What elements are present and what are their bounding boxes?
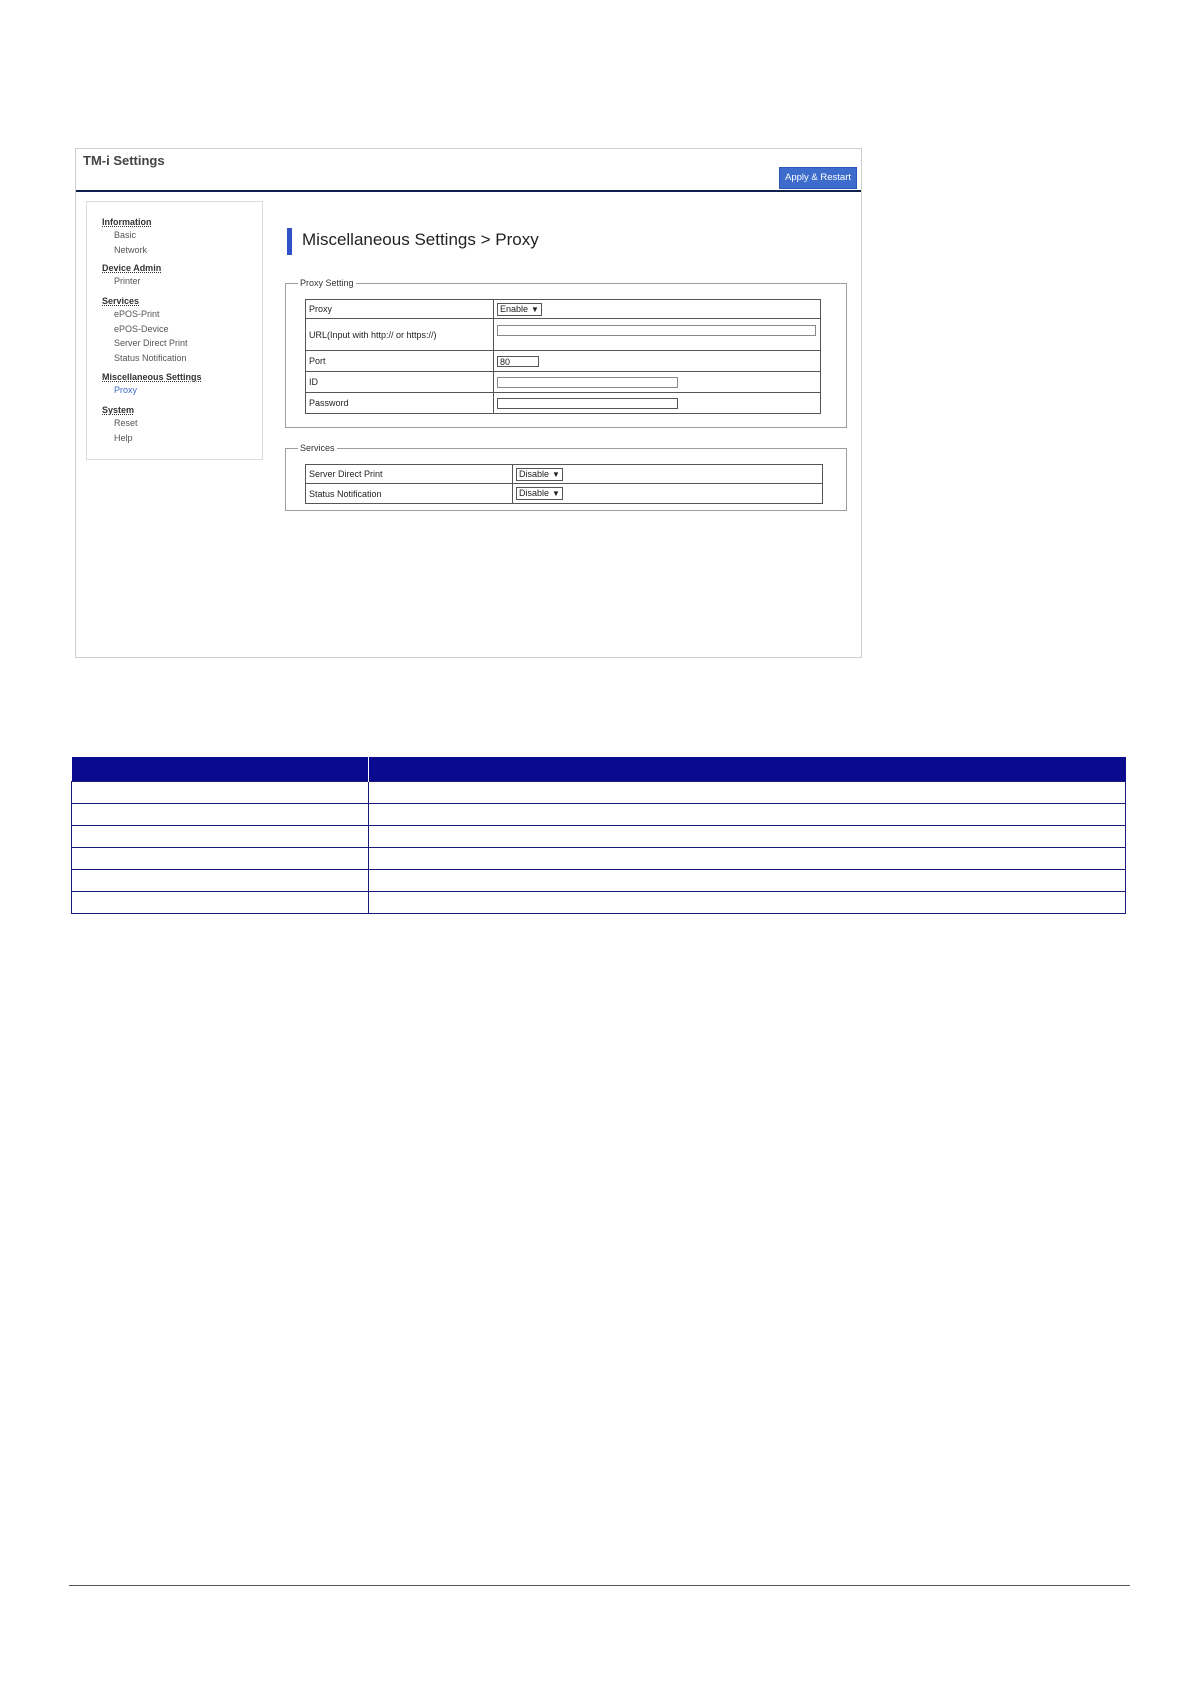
nav-group-services bbox=[102, 295, 188, 365]
chevron-down-icon: ▼ bbox=[552, 469, 560, 479]
app-header bbox=[76, 149, 861, 192]
nav-group-device-admin bbox=[102, 262, 161, 289]
proxy-select[interactable] bbox=[497, 303, 542, 316]
table-cell bbox=[72, 848, 369, 870]
url-label: URL(Input with http:// or https://) bbox=[306, 319, 494, 351]
server-direct-print-select[interactable] bbox=[516, 468, 563, 481]
port-label: Port bbox=[306, 351, 494, 372]
nav-group-information bbox=[102, 216, 152, 257]
nav-head-system[interactable]: System bbox=[102, 405, 135, 415]
status-notification-select-value: Disable bbox=[519, 488, 550, 498]
sidebar-item-status-notification[interactable]: Status Notification bbox=[114, 352, 187, 363]
table-cell bbox=[72, 804, 369, 826]
services-table bbox=[305, 464, 823, 504]
nav-group-misc bbox=[102, 371, 202, 398]
table-cell bbox=[369, 870, 1126, 892]
table-cell bbox=[72, 782, 369, 804]
proxy-select-value: Enable bbox=[500, 303, 529, 314]
app-title: TM-i Settings bbox=[83, 153, 165, 168]
server-direct-print-select-value: Disable bbox=[519, 468, 550, 479]
table-row bbox=[72, 870, 1126, 892]
server-direct-print-label: Server Direct Print bbox=[306, 465, 513, 484]
password-input[interactable] bbox=[497, 398, 678, 409]
table-row bbox=[306, 300, 821, 319]
sidebar-item-printer[interactable]: Printer bbox=[114, 276, 141, 286]
chevron-down-icon: ▼ bbox=[552, 489, 560, 498]
nav-head-device-admin[interactable]: Device Admin bbox=[102, 263, 162, 273]
page-title: Miscellaneous Settings > Proxy bbox=[302, 230, 539, 249]
table-row bbox=[306, 465, 823, 484]
table-row bbox=[72, 892, 1126, 914]
table-cell bbox=[369, 804, 1126, 826]
table-cell bbox=[369, 892, 1126, 914]
table-cell bbox=[369, 826, 1126, 848]
info-header-cell bbox=[72, 757, 369, 782]
sidebar-item-proxy[interactable]: Proxy bbox=[114, 385, 138, 395]
url-input[interactable] bbox=[497, 325, 816, 336]
sidebar-item-network[interactable]: Network bbox=[114, 244, 148, 255]
proxy-setting-table bbox=[305, 299, 821, 414]
services-legend: Services bbox=[300, 443, 335, 453]
sidebar bbox=[86, 201, 263, 460]
sidebar-item-basic[interactable]: Basic bbox=[114, 230, 137, 240]
table-row bbox=[72, 848, 1126, 870]
nav-head-information[interactable]: Information bbox=[102, 217, 152, 227]
port-input[interactable]: 80 bbox=[497, 356, 539, 367]
table-cell bbox=[369, 848, 1126, 870]
table-row bbox=[306, 393, 821, 414]
table-cell bbox=[72, 892, 369, 914]
sidebar-item-help[interactable]: Help bbox=[114, 432, 133, 443]
table-cell bbox=[72, 826, 369, 848]
id-label: ID bbox=[306, 372, 494, 393]
table-row bbox=[306, 351, 821, 372]
status-notification-select[interactable] bbox=[516, 487, 563, 500]
sidebar-item-epos-device[interactable]: ePOS-Device bbox=[114, 323, 169, 334]
table-row bbox=[306, 319, 821, 351]
proxy-setting-legend: Proxy Setting bbox=[300, 278, 354, 288]
info-table bbox=[71, 757, 1126, 914]
chevron-down-icon: ▼ bbox=[531, 304, 539, 314]
table-cell bbox=[72, 870, 369, 892]
sidebar-item-server-direct-print[interactable]: Server Direct Print bbox=[114, 338, 188, 348]
sidebar-item-reset[interactable]: Reset bbox=[114, 418, 138, 428]
nav-group-system bbox=[102, 404, 138, 445]
table-row bbox=[72, 804, 1126, 826]
footer-divider bbox=[69, 1585, 1130, 1586]
nav-head-services[interactable]: Services bbox=[102, 296, 140, 306]
table-cell bbox=[369, 782, 1126, 804]
apply-restart-button[interactable]: Apply & Restart bbox=[779, 167, 857, 189]
nav-head-misc-settings[interactable]: Miscellaneous Settings bbox=[102, 372, 202, 382]
table-row bbox=[72, 782, 1126, 804]
password-label: Password bbox=[306, 393, 494, 414]
proxy-label: Proxy bbox=[306, 300, 494, 319]
table-row bbox=[306, 372, 821, 393]
status-notification-label: Status Notification bbox=[306, 484, 513, 504]
id-input[interactable] bbox=[497, 377, 678, 388]
info-table-header bbox=[72, 757, 1126, 782]
sidebar-item-epos-print[interactable]: ePOS-Print bbox=[114, 309, 160, 319]
title-accent-bar bbox=[287, 228, 292, 255]
table-row bbox=[72, 826, 1126, 848]
info-header-cell bbox=[369, 757, 1126, 782]
settings-screenshot bbox=[75, 148, 862, 658]
table-row bbox=[306, 484, 823, 504]
